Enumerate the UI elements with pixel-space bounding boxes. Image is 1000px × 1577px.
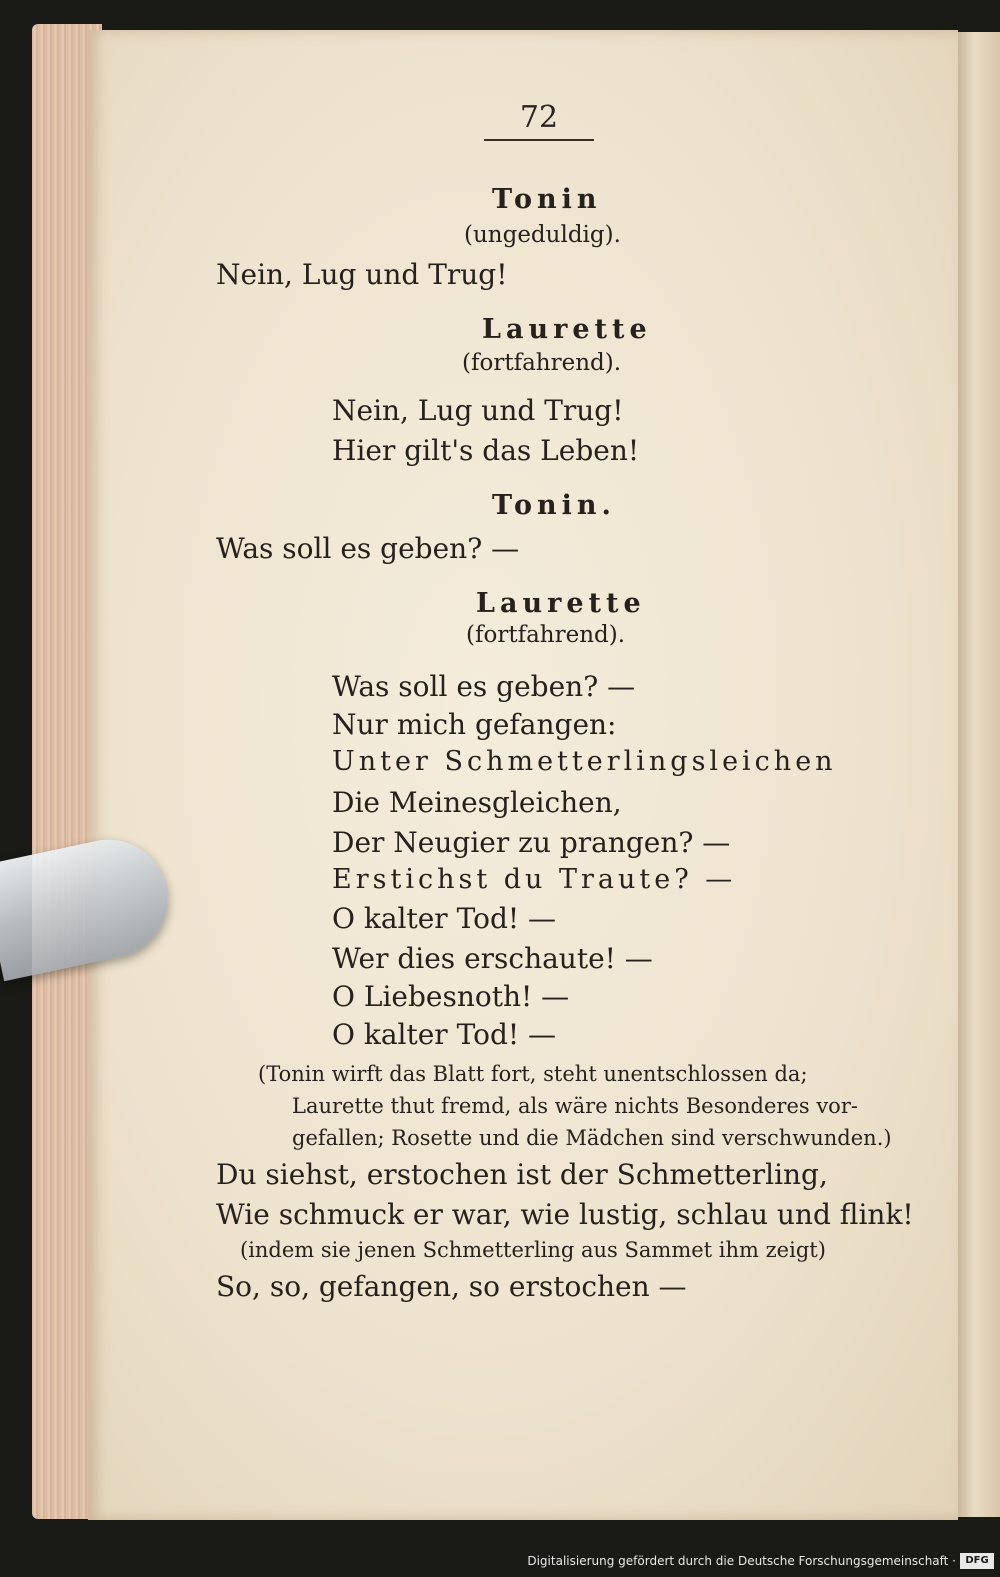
verse-line: Der Neugier zu prangen? — (332, 826, 731, 859)
verse-line: Unter Schmetterlingsleichen (332, 746, 837, 777)
digitization-credit: Digitalisierung gefördert durch die Deutsche Forschungsgemeinschaft · (527, 1554, 956, 1568)
verse-line: Hier gilt's das Leben! (332, 434, 640, 467)
verse-line: O kalter Tod! — (332, 1018, 557, 1051)
verse-line: Was soll es geben? — (216, 532, 520, 565)
verse-line: Du siehst, erstochen ist der Schmetterling, (216, 1158, 828, 1191)
stage-direction: (fortfahrend). (466, 622, 626, 648)
page-number: 72 (519, 100, 559, 135)
verse-line: O Liebesnoth! — (332, 980, 570, 1013)
stage-direction: gefallen; Rosette und die Mädchen sind verschwunden.) (292, 1126, 892, 1150)
verse-line: Nein, Lug und Trug! (216, 258, 508, 291)
page-number-rule (484, 139, 594, 141)
verse-line: Die Meinesgleichen, (332, 786, 622, 819)
verse-line: Was soll es geben? — (332, 670, 636, 703)
verse-line: Nein, Lug und Trug! (332, 394, 624, 427)
verse-line: Erstichst du Traute? — (332, 864, 737, 895)
verse-line: Wer dies erschaute! — (332, 942, 653, 975)
stage-direction: (Tonin wirft das Blatt fort, steht unentschlossen da; (258, 1062, 808, 1086)
verse-line: O kalter Tod! — (332, 902, 557, 935)
speaker-name: Laurette (482, 314, 652, 345)
speaker-name: Tonin. (492, 490, 616, 521)
next-page-edge (958, 32, 1000, 1517)
stage-direction: (indem sie jenen Schmetterling aus Sammet ihm zeigt) (240, 1238, 826, 1262)
verse-line: Nur mich gefangen: (332, 708, 617, 741)
speaker-name: Laurette (476, 588, 646, 619)
dfg-logo-icon: DFG (960, 1553, 994, 1569)
speaker-name: Tonin (492, 184, 602, 215)
stage-direction: (ungeduldig). (464, 222, 621, 248)
stage-direction: Laurette thut fremd, als wäre nichts Besonderes vor- (292, 1094, 858, 1118)
page-number-block (484, 100, 594, 141)
verse-line: So, so, gefangen, so erstochen — (216, 1270, 687, 1303)
verse-line: Wie schmuck er war, wie lustig, schlau und flink! (216, 1198, 914, 1231)
stage-direction: (fortfahrend). (462, 350, 622, 376)
